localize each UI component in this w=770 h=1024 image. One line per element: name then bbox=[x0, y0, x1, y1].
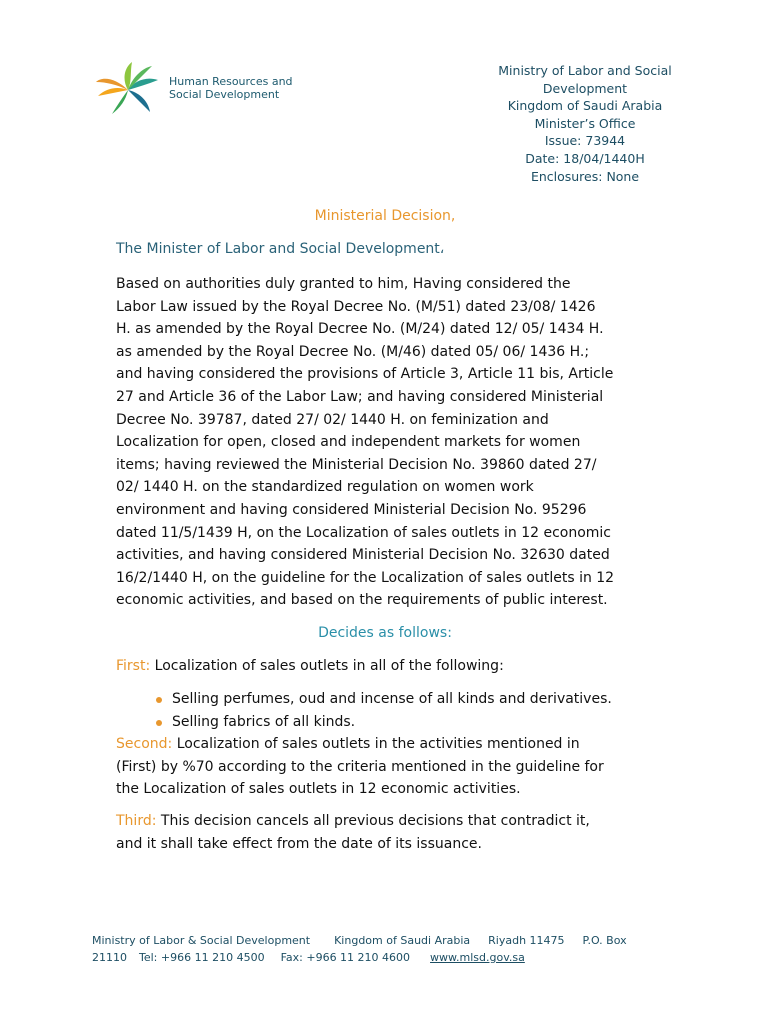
third-clause bbox=[116, 810, 590, 855]
footer-pobox: P.O. Box bbox=[582, 934, 627, 947]
preamble-line: dated 11/5/1439 H, on the Localization of sales outlets in 12 economic bbox=[116, 524, 611, 541]
header-line: Kingdom of Saudi Arabia bbox=[507, 98, 663, 114]
list-item-text: Selling perfumes, oud and incense of all kinds and derivatives. bbox=[172, 691, 612, 707]
ministry-logo bbox=[94, 60, 294, 116]
footer-city: Riyadh 11475 bbox=[488, 934, 565, 947]
second-line-1: Localization of sales outlets in the activities mentioned in bbox=[172, 736, 580, 752]
third-line-2: and it shall take effect from the date of its issuance. bbox=[116, 835, 482, 852]
minister-heading: The Minister of Labor and Social Development، bbox=[116, 241, 445, 257]
second-label: Second: bbox=[116, 736, 173, 752]
third-line-1: This decision cancels all previous decisions that contradict it, bbox=[156, 813, 590, 829]
document-title: Ministerial Decision, bbox=[314, 208, 456, 224]
preamble-line: environment and having considered Ministerial Decision No. 95296 bbox=[116, 501, 587, 518]
bullet-dot-icon bbox=[156, 720, 162, 726]
preamble-line: items; having reviewed the Ministerial Decision No. 39860 dated 27/ bbox=[116, 456, 597, 473]
preamble-line: 16/2/1440 H, on the guideline for the Localization of sales outlets in 12 bbox=[116, 569, 615, 586]
first-label: First: bbox=[116, 658, 151, 674]
second-line-2: (First) by %70 according to the criteria mentioned in the guideline for bbox=[116, 758, 604, 775]
preamble-line: 02/ 1440 H. on the standardized regulation on women work bbox=[116, 479, 534, 496]
first-text: Localization of sales outlets in all of the following: bbox=[150, 658, 504, 674]
preamble-line: H. as amended by the Royal Decree No. (M/24) dated 12/ 05/ 1434 H. bbox=[116, 321, 604, 338]
header-date: Date: 18/04/1440H bbox=[525, 150, 645, 166]
logo-line-2: Social Development bbox=[169, 88, 280, 101]
header-line: Ministry of Labor and Social bbox=[498, 63, 672, 78]
footer-tel: Tel: +966 11 210 4500 bbox=[139, 951, 265, 964]
list-item-text: Selling fabrics of all kinds. bbox=[172, 713, 356, 730]
preamble-line: activities, and having considered Ministerial Decision No. 32630 dated bbox=[116, 547, 610, 564]
preamble-line: and having considered the provisions of Article 3, Article 11 bis, Article bbox=[116, 366, 614, 383]
preamble-line: Based on authorities duly granted to him, Having considered the bbox=[116, 276, 571, 292]
first-clause-list bbox=[152, 688, 612, 733]
header-line: Development bbox=[542, 80, 628, 96]
preamble-line: Localization for open, closed and independent markets for women bbox=[116, 434, 581, 451]
second-clause bbox=[116, 733, 604, 801]
preamble-line: as amended by the Royal Decree No. (M/46) dated 05/ 06/ 1436 H.; bbox=[116, 343, 590, 360]
list-item bbox=[152, 711, 612, 734]
preamble-line: economic activities, and based on the requirements of public interest. bbox=[116, 592, 608, 609]
footer-pobox-number: 21110 bbox=[92, 951, 127, 964]
logo-wordmark bbox=[169, 75, 293, 101]
palm-logo-icon bbox=[94, 60, 166, 116]
header-issue: Issue: 73944 bbox=[544, 133, 626, 149]
header-enclosures: Enclosures: None bbox=[530, 168, 640, 184]
decides-heading: Decides as follows: bbox=[318, 625, 452, 641]
bullet-dot-icon bbox=[156, 697, 162, 703]
letterhead-info bbox=[470, 62, 700, 184]
footer-website-link[interactable]: www.mlsd.gov.sa bbox=[430, 951, 525, 964]
third-label: Third: bbox=[116, 813, 157, 829]
preamble-line: 27 and Article 36 of the Labor Law; and having considered Ministerial bbox=[116, 388, 604, 405]
footer-ministry: Ministry of Labor & Social Development bbox=[92, 934, 311, 947]
header-line: Minister’s Office bbox=[534, 115, 636, 131]
preamble-paragraph bbox=[116, 273, 676, 612]
preamble-line: Decree No. 39787, dated 27/ 02/ 1440 H. on feminization and bbox=[116, 411, 549, 428]
second-line-3: the Localization of sales outlets in 12 economic activities. bbox=[116, 781, 521, 798]
list-item bbox=[152, 688, 612, 711]
logo-line-1: Human Resources and bbox=[169, 75, 293, 88]
footer-fax: Fax: +966 11 210 4600 bbox=[280, 951, 411, 964]
footer-country: Kingdom of Saudi Arabia bbox=[334, 934, 471, 947]
preamble-line: Labor Law issued by the Royal Decree No. (M/51) dated 23/08/ 1426 bbox=[116, 298, 596, 315]
first-clause bbox=[116, 655, 504, 678]
page-footer bbox=[92, 932, 692, 966]
